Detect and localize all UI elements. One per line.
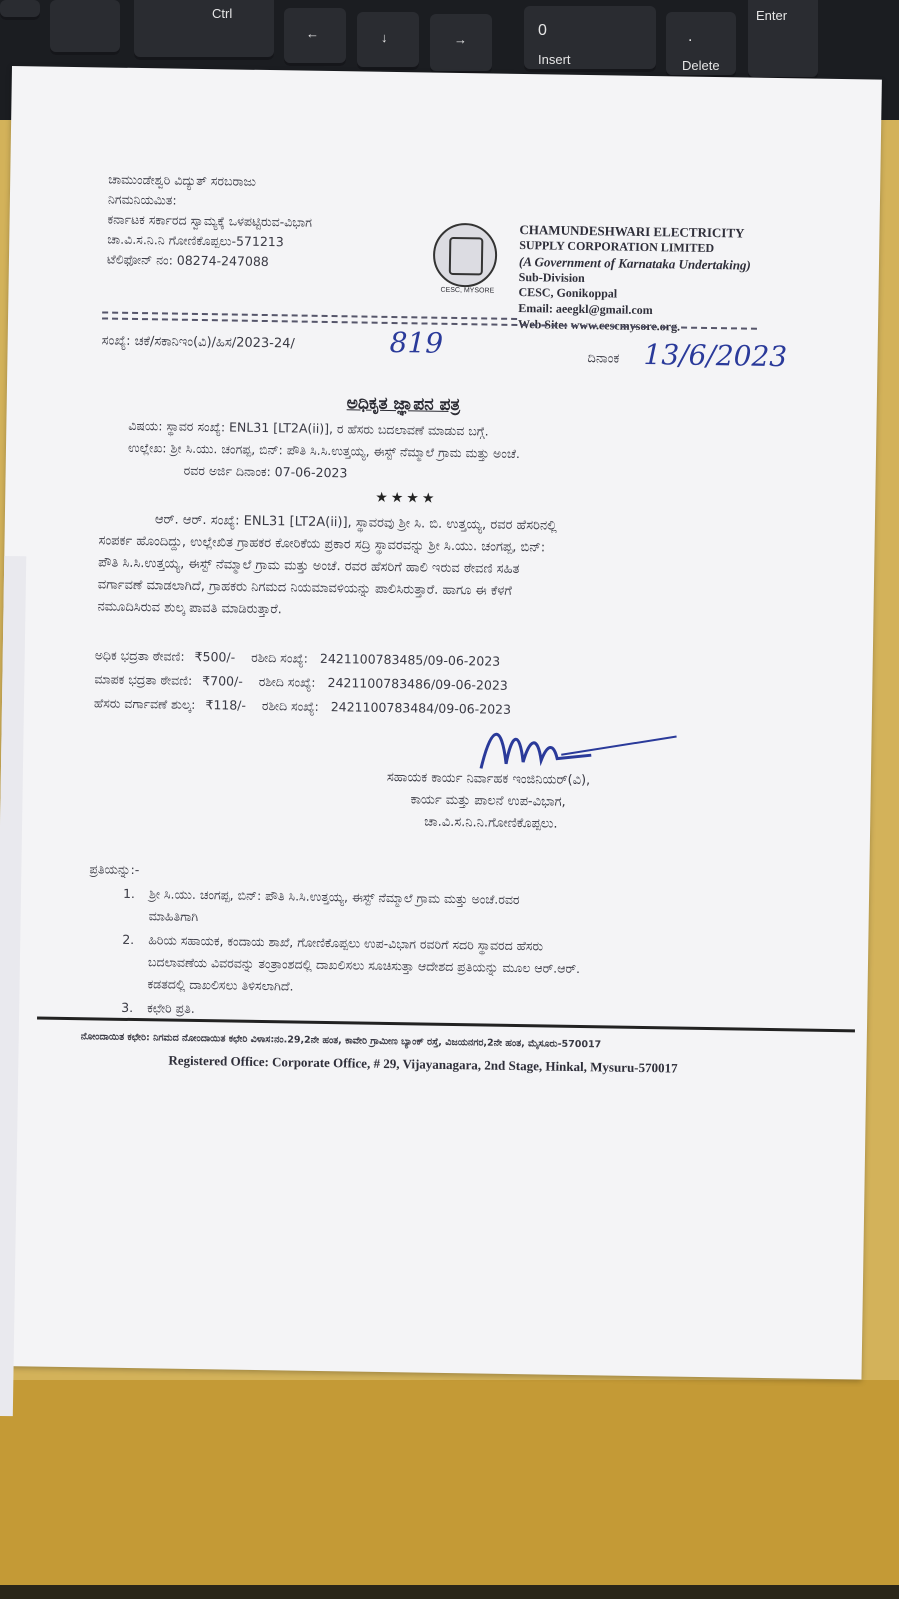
body-line-4: ವರ್ಗಾವಣೆ ಮಾಡಲಾಗಿದೆ, ಗ್ರಾಹಕರು ನಿಗಮದ ನಿಯಮಾವಳಿಯನ್ನು ಪಾಲಿಸಿರುತ್ತಾರೆ. ಹಾಗೂ ಈ ಕೆಳಗೆ — [97, 577, 512, 599]
copy-1-number: 1. — [122, 885, 136, 902]
copy-2-line-2: ಬದಲಾವಣೆಯ ವಿವರವನ್ನು ತಂತ್ರಾಂಶದಲ್ಲಿ ದಾಖಲಿಸಲು ಸೂಚಿಸುತ್ತಾ ಆದೇಶದ ಪ್ರತಿಯನ್ನು ಮೂಲ ಆರ್.ಆರ್. — [147, 954, 581, 977]
key-delete: . Delete — [666, 12, 736, 78]
payment-amount: ₹118/- — [205, 697, 247, 713]
copy-2-line-1: ಹಿರಿಯ ಸಹಾಯಕ, ಕಂದಾಯ ಶಾಖೆ, ಗೋಣಿಕೊಪ್ಪಲು ಉಪ-ವಿಭಾಗ ರವರಿಗೆ ಸದರಿ ಸ್ಥಾವರದ ಹೆಸರು — [148, 932, 544, 954]
receipt-label: ರಶೀದಿ ಸಂಖ್ಯೆ: — [261, 698, 319, 714]
en-header-line-1: CHAMUNDESHWARI ELECTRICITY — [519, 221, 745, 241]
paper-shadow-strip — [0, 556, 26, 1416]
key-left-arrow: ← — [284, 8, 346, 66]
kn-header-line-2: ನಿಗಮನಿಯಮಿತ: — [107, 191, 177, 208]
payment-row-2 — [94, 671, 508, 693]
receipt-label: ರಶೀದಿ ಸಂಖ್ಯೆ: — [251, 649, 309, 666]
kn-header-line-5: ಟೆಲಿಫೋನ್ ನಂ: 08274-247088 — [106, 251, 269, 270]
separator-stars: ★★★★ — [375, 489, 438, 507]
kn-header-line-3: ಕರ್ನಾಟಕ ಸರ್ಕಾರದ ಸ್ವಾಮ್ಯಕ್ಕೆ ಒಳಪಟ್ಟಿರುವ-ವಿಭಾಗ — [107, 211, 313, 230]
copy-2-number: 2. — [122, 931, 135, 948]
kn-header-line-4: ಚಾ.ವಿ.ಸ.ನಿ.ನಿ ಗೋಣಿಕೊಪ್ಪಲು-571213 — [107, 231, 284, 250]
copy-3-number: 3. — [121, 999, 134, 1016]
key-down-arrow: ↓ — [357, 12, 419, 70]
copy-2-line-3: ಕಡತದಲ್ಲಿ ದಾಖಲಿಸಲು ತಿಳಿಸಲಾಗಿದೆ. — [147, 976, 294, 994]
footer-kannada: ನೋಂದಾಯಿತ ಕಛೇರಿ: ನಿಗಮದ ನೋಂದಾಯಿತ ಕಛೇರಿ ವಿಳಾಸ:ನಂ.29,2ನೇ ಹಂತ, ಕಾವೇರಿ ಗ್ರಾಮೀಣ ಬ್ಯಾಂಕ್ ರಸ್ತೆ, ವಿಜಯನಗರ,2ನೇ ಹಂತ, ಮೈಸೂರು-570017 — [80, 1031, 602, 1051]
receipt-number: 2421100783486/09-06-2023 — [327, 675, 508, 693]
subject-line: ವಿಷಯ: ಸ್ಥಾವರ ಸಂಖ್ಯೆ: ENL31 [LT2A(ii)], ರ ಹೆಸರು ಬದಲಾವಣೆ ಮಾಡುವ ಬಗ್ಗೆ. — [128, 417, 489, 439]
en-header-website: Web Site: www.cescmysore.org. — [517, 316, 681, 334]
key-partial — [0, 0, 40, 20]
footer-english: Registered Office: Corporate Office, # 29, Vijayanagara, 2nd Stage, Hinkal, Mysuru-570017 — [168, 1052, 678, 1076]
letter-paper — [0, 66, 882, 1380]
copies-heading: ಪ್ರತಿಯನ್ನು:- — [89, 861, 140, 878]
key-blank-left — [50, 0, 120, 55]
receipt-label: ರಶೀದಿ ಸಂಖ್ಯೆ: — [258, 673, 316, 690]
signatory-office: ಕಾರ್ಯ ಮತ್ತು ಪಾಲನೆ ಉಪ-ವಿಭಾಗ, — [410, 792, 566, 810]
reference-line-1: ಉಲ್ಲೇಖ: ಶ್ರೀ ಸಿ.ಯು. ಚಂಗಪ್ಪ, ಬಿನ್: ಪೌತಿ ಸಿ.ಸಿ.ಉತ್ತಯ್ಯ, ಈಸ್ಟ್ ನೆಮ್ಮಾಲೆ ಗ್ರಾಮ ಮತ್ತು ಅಂಚೆ. — [127, 439, 521, 462]
payment-label: ಅಧಿಕ ಭದ್ರತಾ ಠೇವಣಿ: — [94, 647, 185, 664]
payment-label: ಹೆಸರು ವರ್ಗಾವಣೆ ಶುಲ್ಕ: — [93, 695, 196, 712]
body-line-3: ಪೌತಿ ಸಿ.ಸಿ.ಉತ್ತಯ್ಯ, ಈಸ್ಟ್ ನೆಮ್ಮಾಲೆ ಗ್ರಾಮ ಮತ್ತು ಅಂಚೆ. ರವರ ಹೆಸರಿಗೆ ಹಾಲಿ ಇರುವ ಠೇವಣಿ ಸಹಿತ — [98, 555, 520, 578]
body-line-1: ಆರ್. ಆರ್. ಸಂಖ್ಯೆ: ENL31 [LT2A(ii)], ಸ್ಥಾವರವು ಶ್ರೀ ಸಿ. ಬಿ. ಉತ್ತಯ್ಯ, ರವರ ಹೆಸರಿನಲ್ಲಿ — [154, 512, 558, 534]
key-insert: 0 Insert — [524, 6, 656, 72]
payment-row-1 — [95, 647, 501, 669]
payment-label: ಮಾಪಕ ಭದ್ರತಾ ಠೇವಣಿ: — [94, 671, 193, 688]
reference-number-handwritten: 819 — [389, 325, 444, 360]
body-line-2: ಸಂಪರ್ಕ ಹೊಂದಿದ್ದು, ಉಲ್ಲೇಖಿತ ಗ್ರಾಹಕರ ಕೋರಿಕೆಯ ಪ್ರಕಾರ ಸದ್ರಿ ಸ್ಥಾವರವನ್ನು ಶ್ರೀ ಸಿ.ಯು. ಚಂಗಪ್ಪ, ಬಿನ್: — [98, 533, 546, 556]
date-handwritten: 13/6/2023 — [643, 337, 788, 374]
logo-caption: CESC, MYSORE — [440, 286, 495, 295]
receipt-number: 2421100783485/09-06-2023 — [319, 650, 501, 669]
receipt-number: 2421100783484/09-06-2023 — [330, 699, 512, 717]
copy-1-line-1: ಶ್ರೀ ಸಿ.ಯು. ಚಂಗಪ್ಪ, ಬಿನ್: ಪೌತಿ ಸಿ.ಸಿ.ಉತ್ತಯ್ಯ, ಈಸ್ಟ್ ನೆಮ್ಮಾಲೆ ಗ್ರಾಮ ಮತ್ತು ಅಂಚೆ.ರವರ — [148, 886, 520, 908]
copy-1-line-2: ಮಾಹಿತಿಗಾಗಿ — [148, 908, 199, 925]
footer-rule — [37, 1017, 855, 1033]
copy-3-line-1: ಕಛೇರಿ ಪ್ರತಿ. — [147, 1000, 195, 1016]
en-header-email: Email: aeegkl@gmail.com — [518, 300, 653, 318]
signatory-designation: ಸಹಾಯಕ ಕಾರ್ಯ ನಿರ್ವಾಹಕ ಇಂಜಿನಿಯರ್(ವಿ), — [386, 769, 591, 789]
en-header-line-4: Sub-Division — [518, 269, 585, 286]
reference-line-2: ರವರ ಅರ್ಜಿ ದಿನಾಂಕ: 07-06-2023 — [183, 462, 348, 481]
logo-emblem-icon — [449, 237, 484, 276]
payment-row-3 — [94, 695, 511, 718]
cesc-logo — [433, 223, 498, 295]
payment-amount: ₹700/- — [202, 673, 243, 689]
key-ctrl: Ctrl — [134, 0, 274, 60]
signatory-location: ಚಾ.ವಿ.ಸ.ನಿ.ನಿ.ಗೋಣಿಕೊಪ್ಪಲು. — [424, 814, 558, 832]
body-line-5: ನಮೂದಿಸಿರುವ ಶುಲ್ಕ ಪಾವತಿ ಮಾಡಿರುತ್ತಾರೆ. — [97, 599, 282, 618]
reference-number: ಸಂಖ್ಯೆ: ಚಕೆ/ಸಕಾನಿಇಂ(ವಿ)/ಹಿಸ/2023-24/ — [101, 333, 295, 352]
date-label: ದಿನಾಂಕ — [587, 351, 620, 367]
en-header-line-3: (A Government of Karnataka Undertaking) — [518, 253, 751, 273]
key-right-arrow: → — [430, 14, 492, 74]
en-header-line-5: CESC, Gonikoppal — [518, 284, 618, 301]
key-enter: Enter — [748, 0, 818, 80]
en-header-line-2: SUPPLY CORPORATION LIMITED — [519, 237, 715, 256]
desk-edge — [0, 1585, 899, 1599]
payment-amount: ₹500/- — [194, 648, 236, 665]
kn-header-line-1: ಚಾಮುಂಡೇಶ್ವರಿ ವಿದ್ಯುತ್ ಸರಬರಾಜು — [108, 171, 257, 189]
envelope-lower — [0, 1380, 899, 1599]
memo-title: ಅಧಿಕೃತ ಜ್ಞಾಪನ ಪತ್ರ — [346, 393, 461, 416]
